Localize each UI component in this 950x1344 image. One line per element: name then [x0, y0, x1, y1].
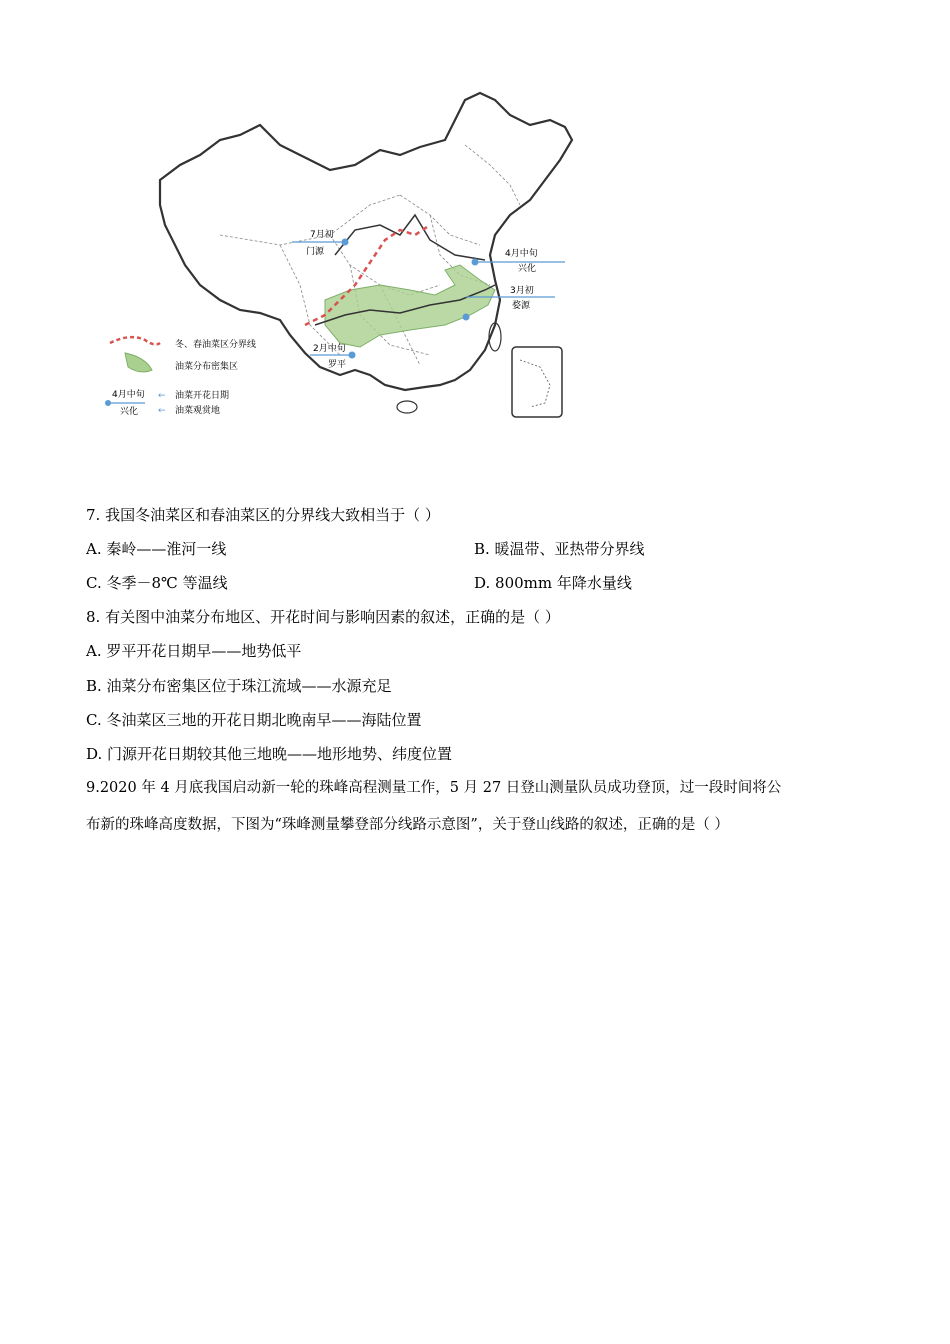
legend-flower-label: 油菜开花日期	[175, 391, 230, 401]
xinghua-point	[472, 259, 479, 266]
q8-option-c[interactable]: C. 冬油菜区三地的开花日期北晚南早——海陆位置	[86, 711, 422, 729]
south-china-sea-inset	[512, 347, 562, 417]
legend-arrow-1: ←	[158, 391, 166, 401]
q7-option-d[interactable]: D. 800mm 年降水量线	[474, 574, 632, 592]
wuyuan-point	[463, 314, 470, 321]
legend-arrow-2: ←	[158, 406, 166, 416]
luoping-name: 罗平	[328, 360, 347, 370]
luoping-point	[349, 352, 356, 359]
q8-option-b[interactable]: B. 油菜分布密集区位于珠江流域——水源充足	[86, 677, 392, 695]
q7-option-a[interactable]: A. 秦岭——淮河一线	[86, 540, 227, 558]
luoping-date: 2月中旬	[313, 344, 346, 354]
menyuan-point	[342, 239, 349, 246]
legend-sample-date: 4月中旬	[112, 390, 145, 400]
legend-boundary-label: 冬、春油菜区分界线	[175, 340, 257, 350]
dense-area	[325, 265, 495, 347]
q8-option-d[interactable]: D. 门源开花日期较其他三地晚——地形地势、纬度位置	[86, 745, 453, 763]
q9-stem-line2: 布新的珠峰高度数据，下图为“珠峰测量攀登部分线路示意图”，关于登山线路的叙述，正确的是（ ）	[86, 817, 729, 833]
wuyuan-date: 3月初	[510, 286, 534, 296]
legend-sample-name: 兴化	[120, 407, 139, 417]
q8-stem: 8. 有关图中油菜分布地区、开花时间与影响因素的叙述，正确的是（ ）	[86, 608, 560, 626]
legend-area-label: 油菜分布密集区	[175, 362, 239, 372]
legend-point-symbol	[105, 400, 111, 406]
china-rapeseed-map	[100, 85, 580, 430]
yellow-river	[335, 215, 485, 260]
menyuan-date: 7月初	[310, 230, 334, 240]
legend-boundary-symbol	[110, 337, 160, 344]
q9-stem-line1: 9.2020 年 4 月底我国启动新一轮的珠峰高程测量工作，5 月 27 日登山测量队员成功登顶，过一段时间将公	[86, 780, 782, 796]
q7-option-c[interactable]: C. 冬季－8℃ 等温线	[86, 574, 228, 592]
hainan	[397, 401, 417, 413]
wuyuan-name: 婺源	[512, 301, 531, 311]
xinghua-date: 4月中旬	[505, 249, 538, 259]
legend-site-label: 油菜观赏地	[175, 406, 221, 416]
menyuan-name: 门源	[306, 247, 325, 257]
legend-area-symbol	[125, 353, 152, 372]
map-drawing	[100, 85, 580, 430]
q7-option-b[interactable]: B. 暖温带、亚热带分界线	[474, 540, 645, 558]
q8-option-a[interactable]: A. 罗平开花日期早——地势低平	[86, 642, 302, 660]
xinghua-name: 兴化	[518, 264, 537, 274]
q7-stem: 7. 我国冬油菜区和春油菜区的分界线大致相当于（ ）	[86, 506, 440, 524]
